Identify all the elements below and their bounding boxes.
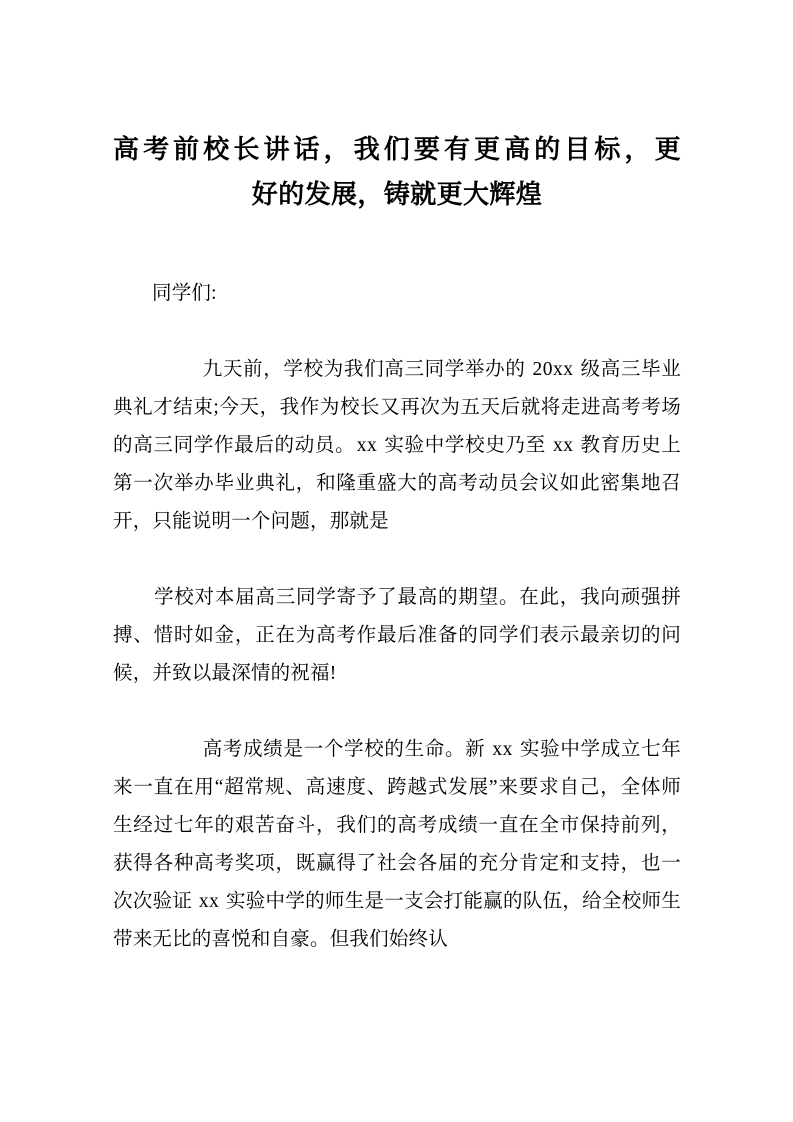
latin-token: 20xx [532, 359, 574, 380]
title-body-spacer [113, 217, 681, 275]
latin-token: xx [356, 435, 378, 456]
latin-token: xx [552, 435, 574, 456]
page-title [113, 0, 681, 217]
body-paragraph-2: 学校对本届高三同学寄予了最高的期望。在此，我向顽强拼搏、惜时如金，正在为高考作最后准备的同学们表示最亲切的问候，并致以最深情的祝福! [113, 587, 681, 684]
paragraph-spacer-1 [113, 313, 681, 351]
page-title-line-2: 好的发展，铸就更大辉煌 [251, 180, 543, 209]
salutation: 同学们: [152, 283, 217, 304]
document-text-column [113, 0, 681, 959]
body-paragraph-1: 九天前，学校为我们高三同学举办的 20xx 级高三毕业典礼才结束;今天，我作为校长又再次为五天后就将走进高考考场的高三同学作最后的动员。xx 实验中学校史乃至 xx 教育历史上第一次举办毕业典礼，和隆重盛大的高考动员会议如此密集地召开，只能说明一个问题，那就是 [113, 359, 681, 532]
body-paragraph-3: 高考成绩是一个学校的生命。新 xx 实验中学成立七年来一直在用“超常规、高速度、跨越式发展”来要求自己，全体师生经过七年的艰苦奋斗，我们的高考成绩一直在全市保持前列，获得各种高考奖项，既赢得了社会各届的充分肯定和支持，也一次次验证 xx 实验中学的师生是一支会打能赢的队伍，给全校师生带来无比的喜悦和自豪。但我们始终认 [113, 739, 681, 950]
page-title-line-1: 高考前校长讲话，我们要有更高的目标，更 [113, 135, 681, 164]
latin-token: xx [198, 891, 220, 912]
latin-token: xx [492, 739, 513, 760]
paragraph-spacer-2 [113, 541, 681, 579]
paragraph-spacer-3 [113, 693, 681, 731]
